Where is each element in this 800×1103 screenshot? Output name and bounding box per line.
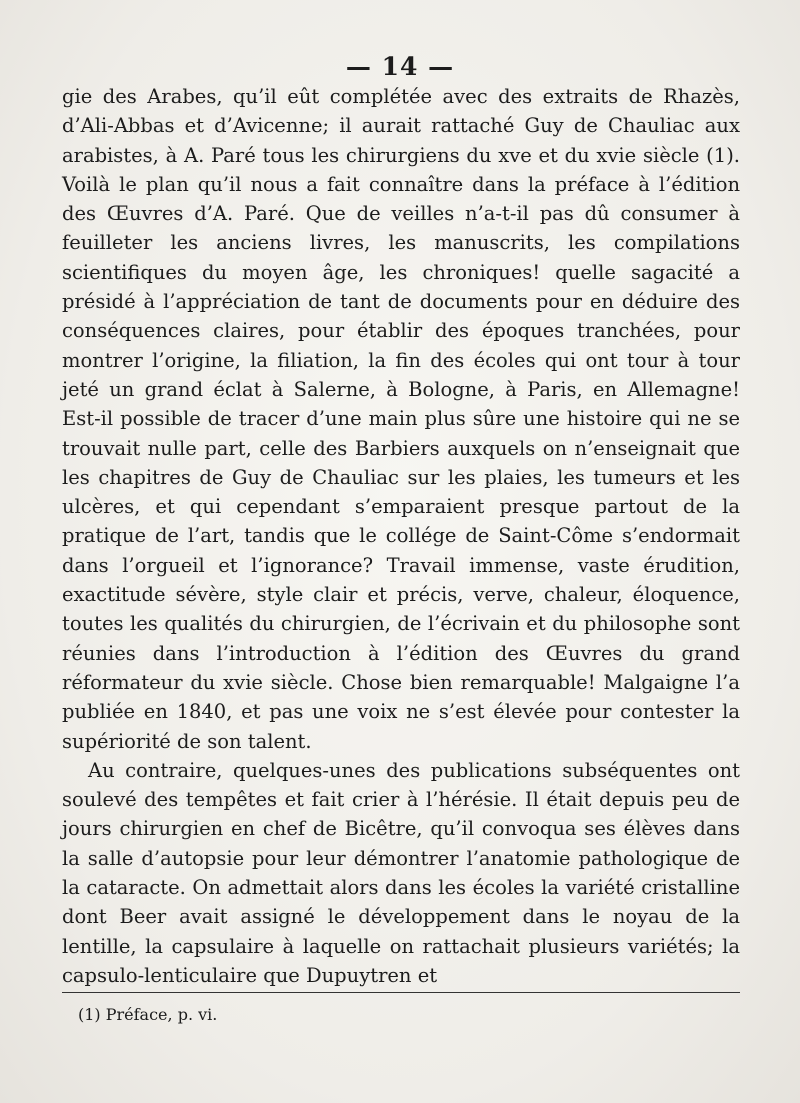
footnote-divider: [62, 992, 740, 993]
paragraph-1: gie des Arabes, qu’il eût complétée avec des extraits de Rhazès, d’Ali-Abbas et d’Avicenne; il aurait rattaché Guy de Chauliac aux arabistes, à A. Paré tous les chirurgiens du xve et du xvie siècle (1). Voilà le plan qu’il nous a fait connaître dans la préface à l’édition des Œuvres d’A. Paré. Que de veilles n’a-t-il pas dû consumer à feuilleter les anciens livres, les manuscrits, les compilations scientifiques du moyen âge, les chroniques! quelle sagacité a présidé à l’appréciation de tant de documents pour en déduire des conséquences claires, pour établir des époques tranchées, pour montrer l’origine, la filiation, la fin des écoles qui ont tour à tour jeté un grand éclat à Salerne, à Bologne, à Paris, en Allemagne! Est-il possible de tracer d’une main plus sûre une histoire qui ne se trouvait nulle part, celle des Barbiers auxquels on n’enseignait que les chapitres de Guy de Chauliac sur les plaies, les tumeurs et les ulcères, et qui cependant s’emparaient presque partout de la pratique de l’art, tandis que le collége de Saint-Côme s’endormait dans l’orgueil et l’ignorance? Travail immense, vaste érudition, exactitude sévère, style clair et précis, verve, chaleur, éloquence, toutes les qualités du chirurgien, de l’écrivain et du philosophe sont réunies dans l’introduction à l’édition des Œuvres du grand réformateur du xvie siècle. Chose bien remarquable! Malgaigne l’a publiée en 1840, et pas une voix ne s’est élevée pour contester la supériorité de son talent.: [62, 85, 740, 753]
body-text: [62, 82, 740, 990]
paragraph-2: Au contraire, quelques-unes des publications subséquentes ont soulevé des tempêtes et fait crier à l’hérésie. Il était depuis peu de jours chirurgien en chef de Bicêtre, qu’il convoqua ses élèves dans la salle d’autopsie pour leur démontrer l’anatomie pathologique de la cataracte. On admettait alors dans les écoles la variété cristalline dont Beer avait assigné le développement dans le noyau de la lentille, la capsulaire à laquelle on rattachait plusieurs variétés; la capsulo-lenticulaire que Dupuytren et: [62, 758, 740, 987]
footnote: (1) Préface, p. vi.: [78, 1005, 218, 1024]
page-number: — 14 —: [345, 52, 455, 81]
